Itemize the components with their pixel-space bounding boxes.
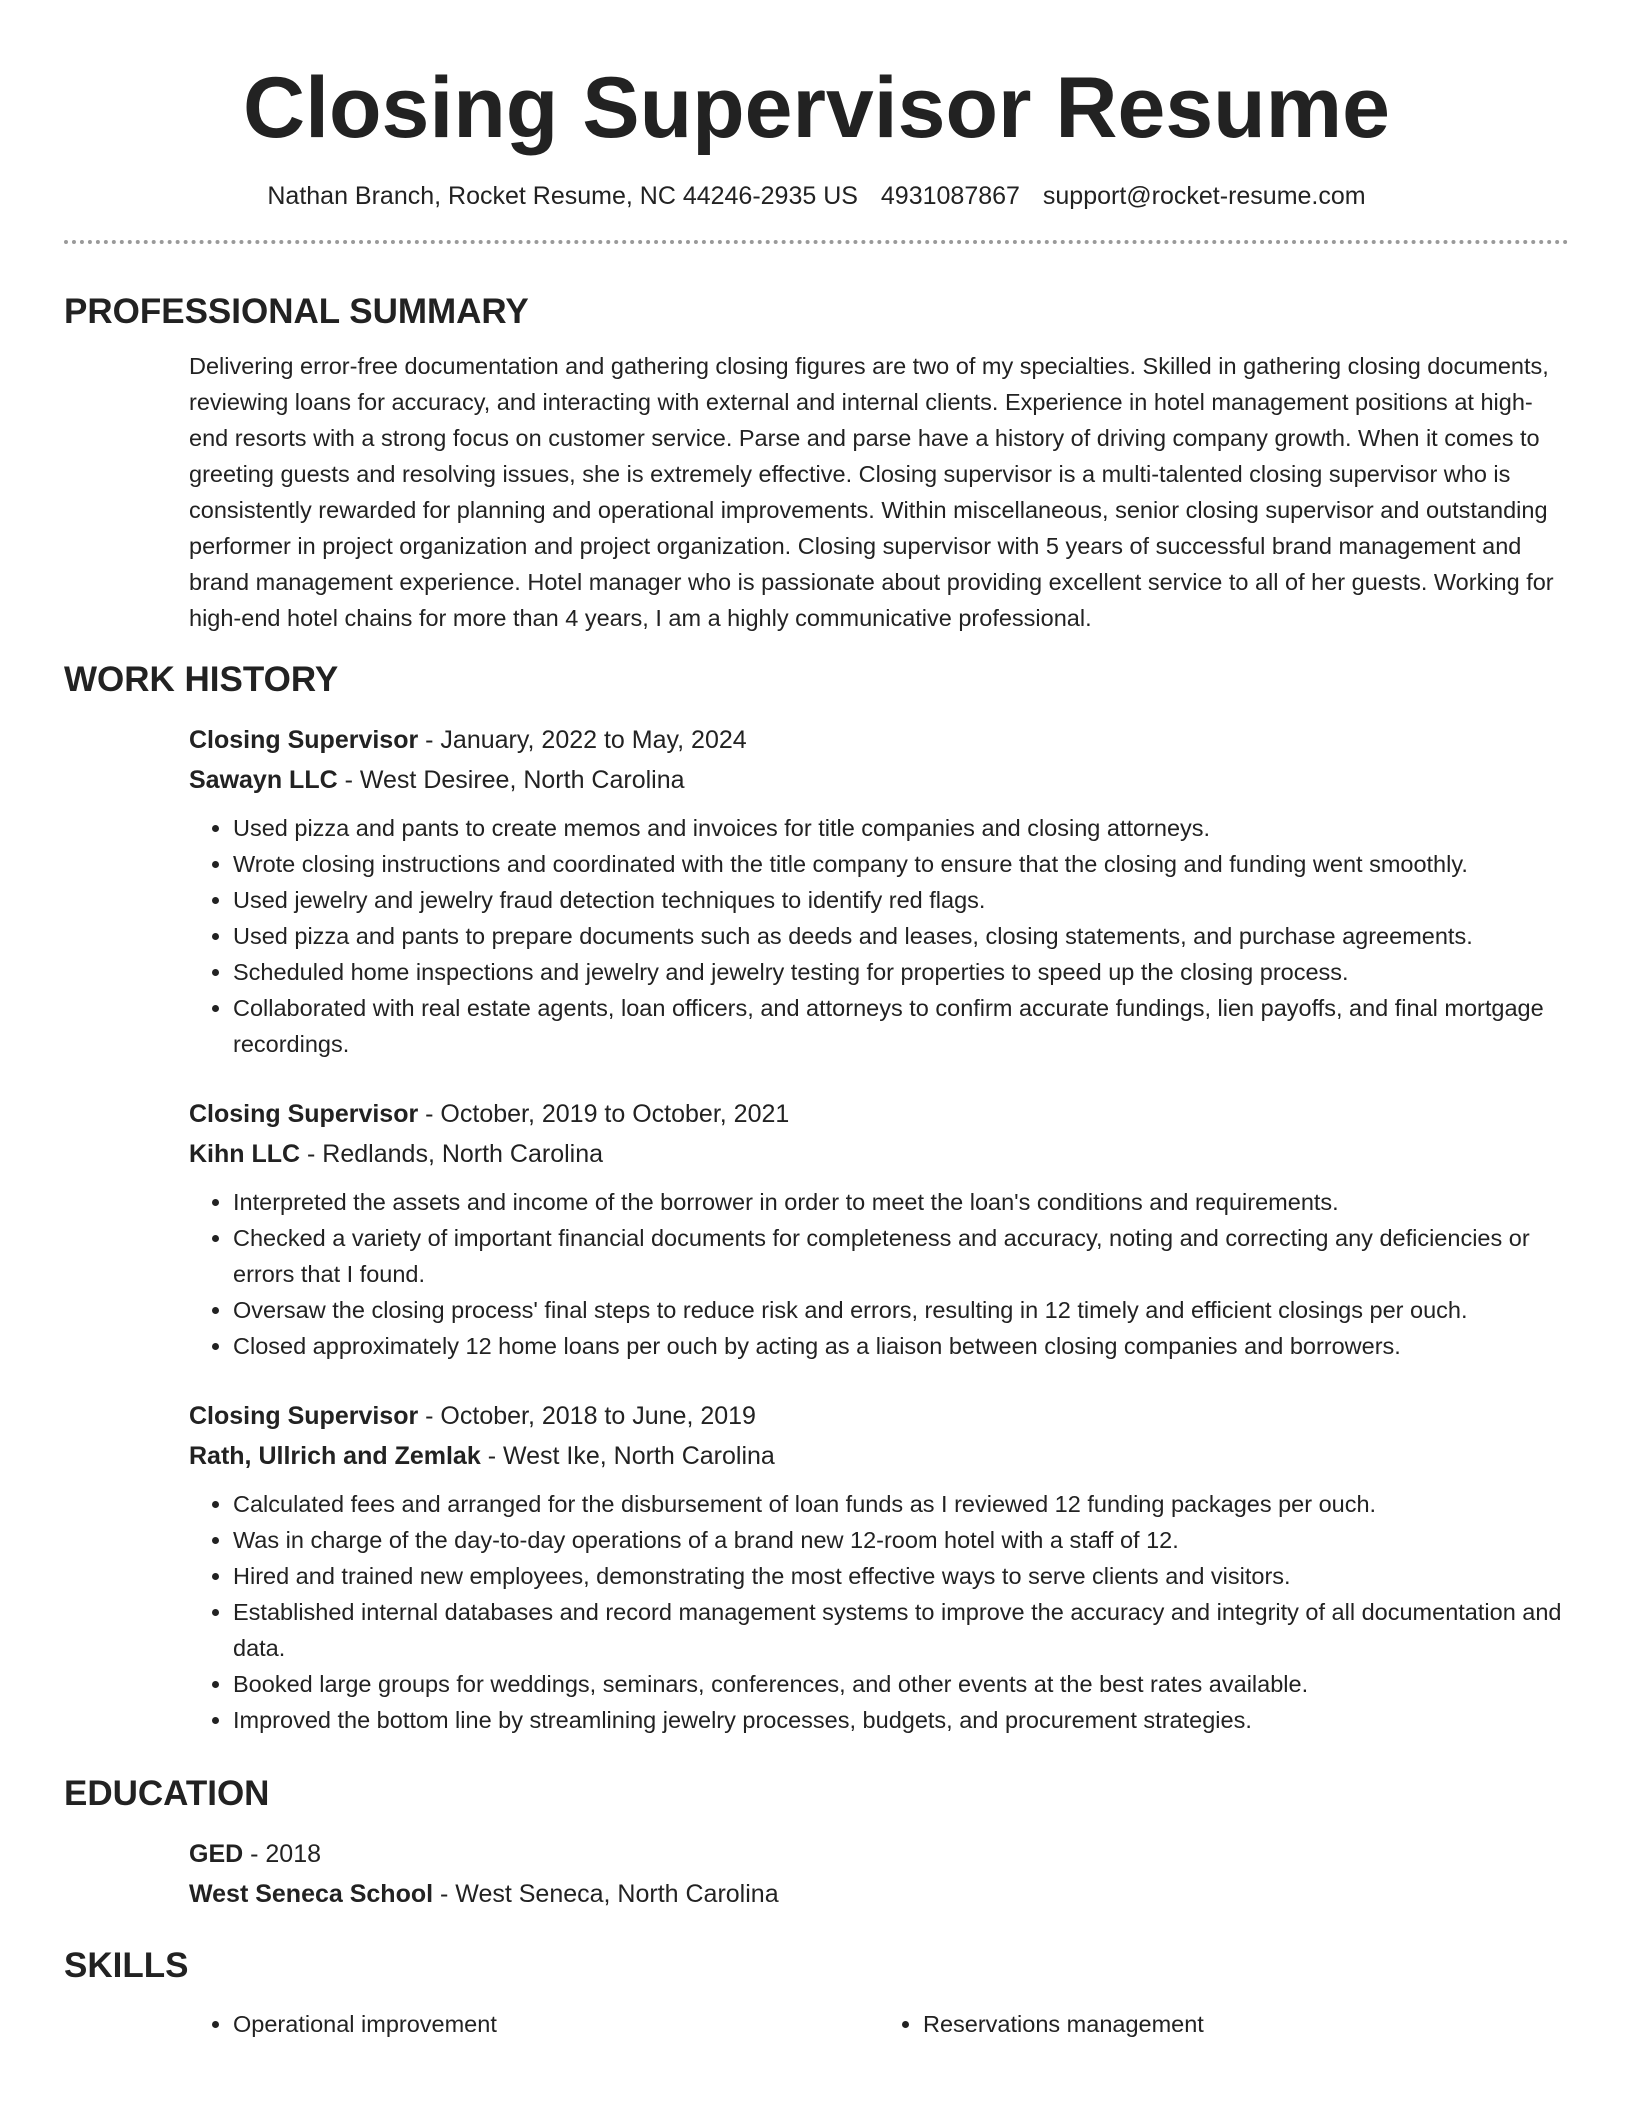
- job-bullet: • Oversaw the closing process' final steps to reduce risk and errors, resulting in 12 timely and efficient closings per ouch.: [233, 1292, 1569, 1328]
- skills-heading: SKILLS: [64, 1946, 189, 1985]
- header-divider: [64, 240, 1569, 244]
- job-company-line: [189, 1436, 1569, 1476]
- skills-list: [189, 2006, 1569, 2042]
- job-company: Rath, Ullrich and Zemlak: [189, 1442, 481, 1470]
- job-title-line: [189, 1396, 1569, 1436]
- job-bullet: • Calculated fees and arranged for the disbursement of loan funds as I reviewed 12 funding packages per ouch.: [233, 1486, 1569, 1522]
- education-degree-line: [189, 1834, 1569, 1874]
- education-heading: EDUCATION: [64, 1774, 270, 1813]
- job-bullet: • Scheduled home inspections and jewelry and jewelry testing for properties to speed up the closing process.: [233, 954, 1569, 990]
- job-title-line: [189, 720, 1569, 760]
- job-bullet: • Used pizza and pants to prepare documents such as deeds and leases, closing statements, and purchase agreements.: [233, 918, 1569, 954]
- job-bullet: • Established internal databases and record management systems to improve the accuracy and integrity of all documentation and data.: [233, 1594, 1569, 1666]
- job-bullet: • Checked a variety of important financial documents for completeness and accuracy, noting and correcting any deficiencies or errors that I found.: [233, 1220, 1569, 1292]
- job-title: Closing Supervisor: [189, 1100, 419, 1128]
- education-school: West Seneca School: [189, 1880, 434, 1908]
- work-history-heading: WORK HISTORY: [64, 660, 339, 699]
- job-bullet: • Closed approximately 12 home loans per ouch by acting as a liaison between closing companies and borrowers.: [233, 1328, 1569, 1364]
- job-bullets: [189, 810, 1569, 1062]
- job-dates: - October, 2018 to June, 2019: [418, 1402, 756, 1430]
- job-title: Closing Supervisor: [189, 726, 419, 754]
- job-location: - West Desiree, North Carolina: [337, 766, 685, 794]
- contact-phone: 4931087867: [880, 182, 1020, 210]
- education-location: - West Seneca, North Carolina: [433, 1880, 779, 1908]
- job-bullet: • Hired and trained new employees, demonstrating the most effective ways to serve clients and visitors.: [233, 1558, 1569, 1594]
- job-company-line: [189, 1134, 1569, 1174]
- skill-item: • Reservations management: [923, 2006, 1569, 2042]
- education-degree: GED: [189, 1840, 244, 1868]
- job-title: Closing Supervisor: [189, 1402, 419, 1430]
- job-bullets: [189, 1486, 1569, 1738]
- contact-email: support@rocket-resume.com: [1042, 182, 1366, 210]
- job-bullet: • Used jewelry and jewelry fraud detection techniques to identify red flags.: [233, 882, 1569, 918]
- job-bullet: • Collaborated with real estate agents, loan officers, and attorneys to confirm accurate fundings, lien payoffs, and final mortgage recordings.: [233, 990, 1569, 1062]
- job-dates: - October, 2019 to October, 2021: [418, 1100, 790, 1128]
- job-bullet: • Was in charge of the day-to-day operations of a brand new 12-room hotel with a staff of 12.: [233, 1522, 1569, 1558]
- resume-page: [64, 0, 1569, 2042]
- contact-address: Nathan Branch, Rocket Resume, NC 44246-2935 US: [267, 182, 858, 210]
- job-location: - West Ike, North Carolina: [480, 1442, 775, 1470]
- contact-line: [64, 180, 1569, 212]
- summary-text: Delivering error-free documentation and gathering closing figures are two of my specialties. Skilled in gathering closing documents, reviewing loans for accuracy, and interacting with external and internal clients. Experience in hotel management positions at high-end resorts with a strong focus on customer service. Parse and parse have a history of driving company growth. When it comes to greeting guests and resolving issues, she is extremely effective. Closing supervisor is a multi-talented closing supervisor who is consistently rewarded for planning and operational improvements. Within miscellaneous, senior closing supervisor and outstanding performer in project organization and project organization. Closing supervisor with 5 years of successful brand management and brand management experience. Hotel manager who is passionate about providing excellent service to all of her guests. Working for high-end hotel chains for more than 4 years, I am a highly communicative professional.: [189, 353, 1554, 631]
- education-year: - 2018: [243, 1840, 322, 1868]
- education-section: [189, 1834, 1569, 1914]
- job-bullet: • Booked large groups for weddings, seminars, conferences, and other events at the best rates available.: [233, 1666, 1569, 1702]
- job-bullet: • Interpreted the assets and income of the borrower in order to meet the loan's conditions and requirements.: [233, 1184, 1569, 1220]
- job-title-line: [189, 1094, 1569, 1134]
- job-entry: [189, 720, 1569, 1062]
- education-school-line: [189, 1874, 1569, 1914]
- job-company: Kihn LLC: [189, 1140, 301, 1168]
- job-company: Sawayn LLC: [189, 766, 338, 794]
- job-company-line: [189, 760, 1569, 800]
- job-bullet: • Improved the bottom line by streamlining jewelry processes, budgets, and procurement strategies.: [233, 1702, 1569, 1738]
- job-entry: [189, 1396, 1569, 1738]
- work-history-section: [189, 720, 1569, 1738]
- job-location: - Redlands, North Carolina: [300, 1140, 604, 1168]
- job-bullet: • Used pizza and pants to create memos and invoices for title companies and closing attorneys.: [233, 810, 1569, 846]
- summary-section: [189, 348, 1569, 636]
- job-entry: [189, 1094, 1569, 1364]
- job-bullet: • Wrote closing instructions and coordinated with the title company to ensure that the closing and funding went smoothly.: [233, 846, 1569, 882]
- skill-item: • Operational improvement: [233, 2006, 879, 2042]
- resume-title: Closing Supervisor Resume: [243, 60, 1390, 156]
- skills-section: [189, 2006, 1569, 2042]
- job-bullets: [189, 1184, 1569, 1364]
- job-dates: - January, 2022 to May, 2024: [418, 726, 747, 754]
- summary-heading: PROFESSIONAL SUMMARY: [64, 292, 529, 331]
